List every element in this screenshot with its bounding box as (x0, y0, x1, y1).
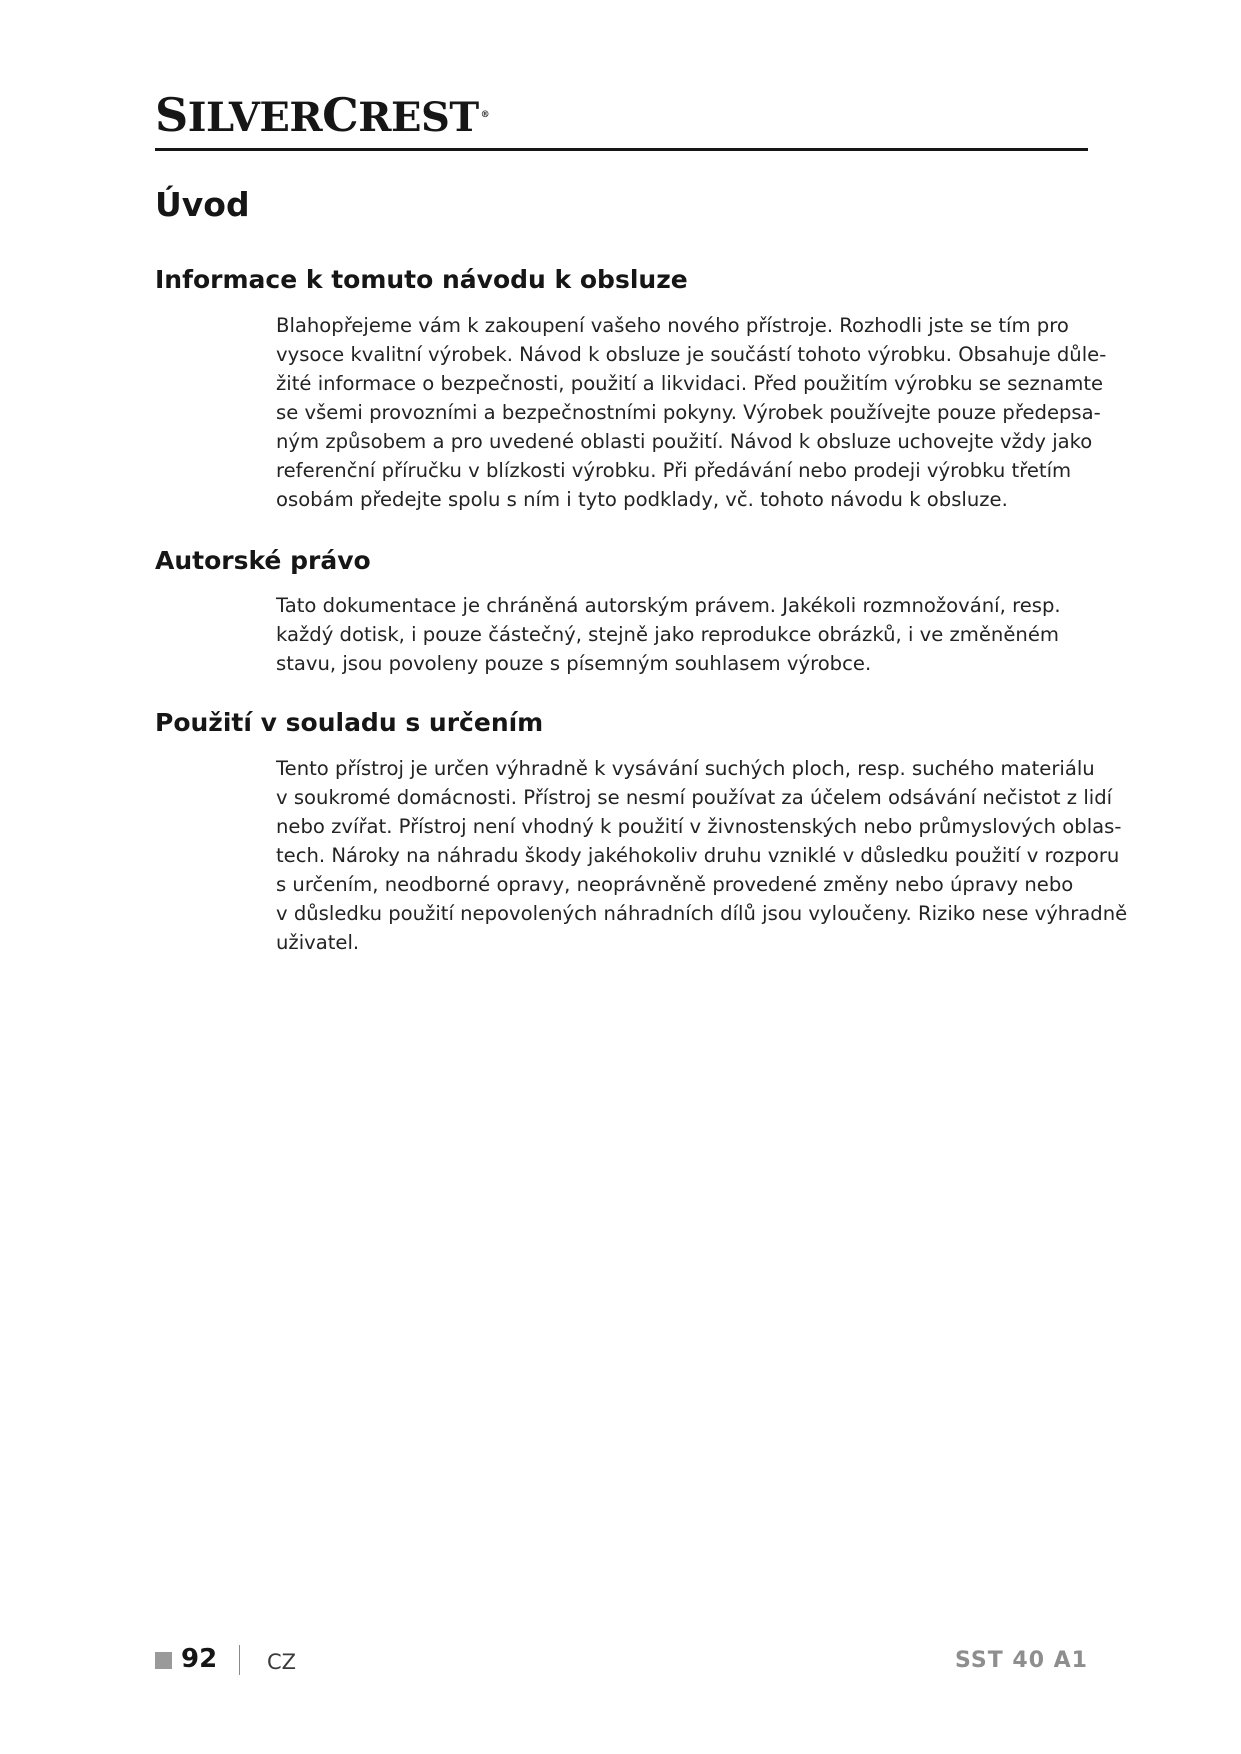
section-body-intended-use (276, 754, 1128, 957)
text-line: v soukromé domácnosti. Přístroj se nesmí používat za účelem odsávání nečistot z lidí (276, 786, 1113, 809)
section-body-copyright (276, 591, 1096, 678)
footer-divider (239, 1645, 240, 1675)
text-line: stavu, jsou povoleny pouze s písemným souhlasem výrobce. (276, 652, 872, 675)
text-line: se všemi provozními a bezpečnostními pokyny. Výrobek používejte pouze předepsa- (276, 401, 1101, 424)
section-heading-copyright: Autorské právo (155, 546, 371, 575)
text-line: ným způsobem a pro uvedené oblasti použití. Návod k obsluze uchovejte vždy jako (276, 430, 1093, 453)
section-body-manual-info (276, 311, 1107, 514)
text-line: uživatel. (276, 931, 360, 954)
page-title: Úvod (155, 185, 250, 224)
brand-logo: SILVERCREST ® (155, 88, 490, 142)
section-heading-intended-use: Použití v souladu s určením (155, 708, 544, 737)
model-number: SST 40 A1 (955, 1648, 1088, 1673)
text-line: tech. Nároky na náhradu škody jakéhokoliv druhu vzniklé v důsledku použití v rozporu (276, 844, 1120, 867)
page-footer (155, 1641, 1088, 1681)
text-line: nebo zvířat. Přístroj není vhodný k použití v živnostenských nebo průmyslových oblas- (276, 815, 1122, 838)
section-heading-manual-info: Informace k tomuto návodu k obsluze (155, 265, 688, 294)
text-line: referenční příručku v blízkosti výrobku. Při předávání nebo prodeji výrobku třetím (276, 459, 1072, 482)
text-line: Tato dokumentace je chráněná autorským právem. Jakékoli rozmnožování, resp. (276, 594, 1061, 617)
text-line: žité informace o bezpečnosti, použití a likvidaci. Před použitím výrobku se seznamte (276, 372, 1104, 395)
text-line: osobám předejte spolu s ním i tyto podklady, vč. tohoto návodu k obsluze. (276, 488, 1008, 511)
text-line: vysoce kvalitní výrobek. Návod k obsluze je součástí tohoto výrobku. Obsahuje důle- (276, 343, 1107, 366)
text-line: každý dotisk, i pouze částečný, stejně jako reprodukce obrázků, i ve změněném (276, 623, 1059, 646)
text-line: Tento přístroj je určen výhradně k vysávání suchých ploch, resp. suchého materiálu (276, 757, 1095, 780)
page-number: 92 (181, 1644, 218, 1674)
text-line: Blahopřejeme vám k zakoupení vašeho nového přístroje. Rozhodli jste se tím pro (276, 314, 1069, 337)
text-line: v důsledku použití nepovolených náhradních dílů jsou vyloučeny. Riziko nese výhradně (276, 902, 1128, 925)
language-code: CZ (267, 1650, 297, 1674)
header-rule (155, 148, 1088, 151)
page-marker-square (155, 1652, 172, 1669)
text-line: s určením, neodborné opravy, neoprávněně provedené změny nebo úpravy nebo (276, 873, 1074, 896)
